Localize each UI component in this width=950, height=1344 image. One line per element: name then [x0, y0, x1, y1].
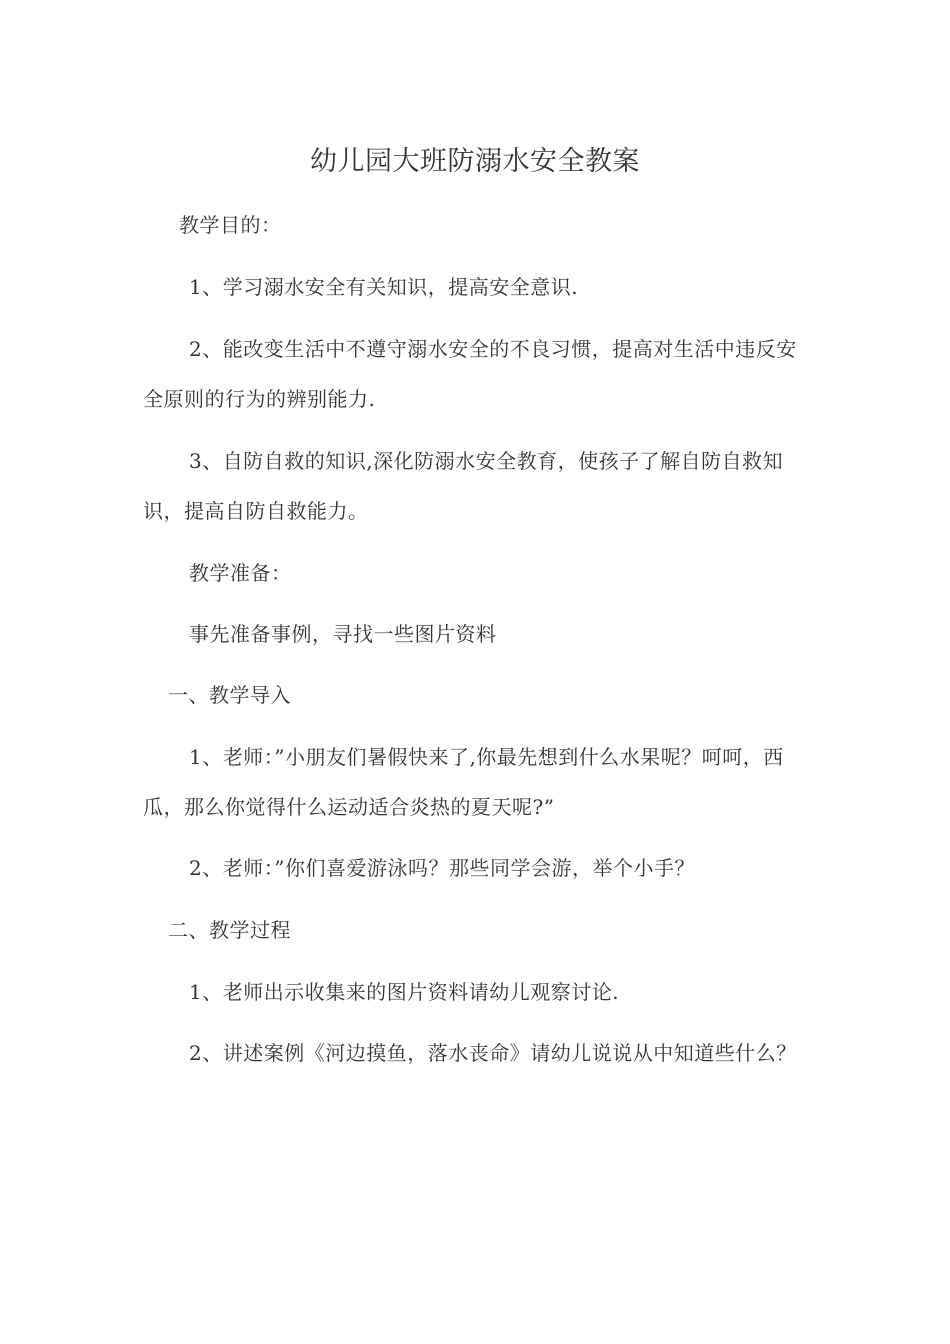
paragraph: 1、学习溺水安全有关知识，提高安全意识. [189, 275, 579, 299]
paragraph: 1、老师出示收集来的图片资料请幼儿观察讨论. [189, 980, 620, 1004]
paragraph: 事先准备事例，寻找一些图片资料 [189, 622, 497, 646]
paragraph: 2、讲述案例《河边摸鱼，落水丧命》请幼儿说说从中知道些什么？ [189, 1041, 797, 1065]
paragraph: 3、自防自救的知识,深化防溺水安全教育，使孩子了解自防自救知识，提高自防自救能力。 [143, 449, 784, 523]
document-title: 幼儿园大班防溺水安全教案 [310, 146, 640, 177]
section-heading-process: 二、教学过程 [168, 918, 291, 942]
paragraph: 2、老师：”你们喜爱游泳吗？那些同学会游，举个小手？ [189, 856, 695, 880]
section-heading-preparation: 教学准备： [189, 561, 292, 585]
paragraph: 1、老师：”小朋友们暑假快来了,你最先想到什么水果呢？呵呵，西瓜，那么你觉得什么运动适合炎热的夏天呢?” [143, 745, 784, 819]
section-heading-introduction: 一、教学导入 [168, 683, 291, 707]
section-heading-objectives: 教学目的： [179, 213, 282, 237]
paragraph: 2、能改变生活中不遵守溺水安全的不良习惯，提高对生活中违反安全原则的行为的辨别能力. [143, 337, 797, 411]
